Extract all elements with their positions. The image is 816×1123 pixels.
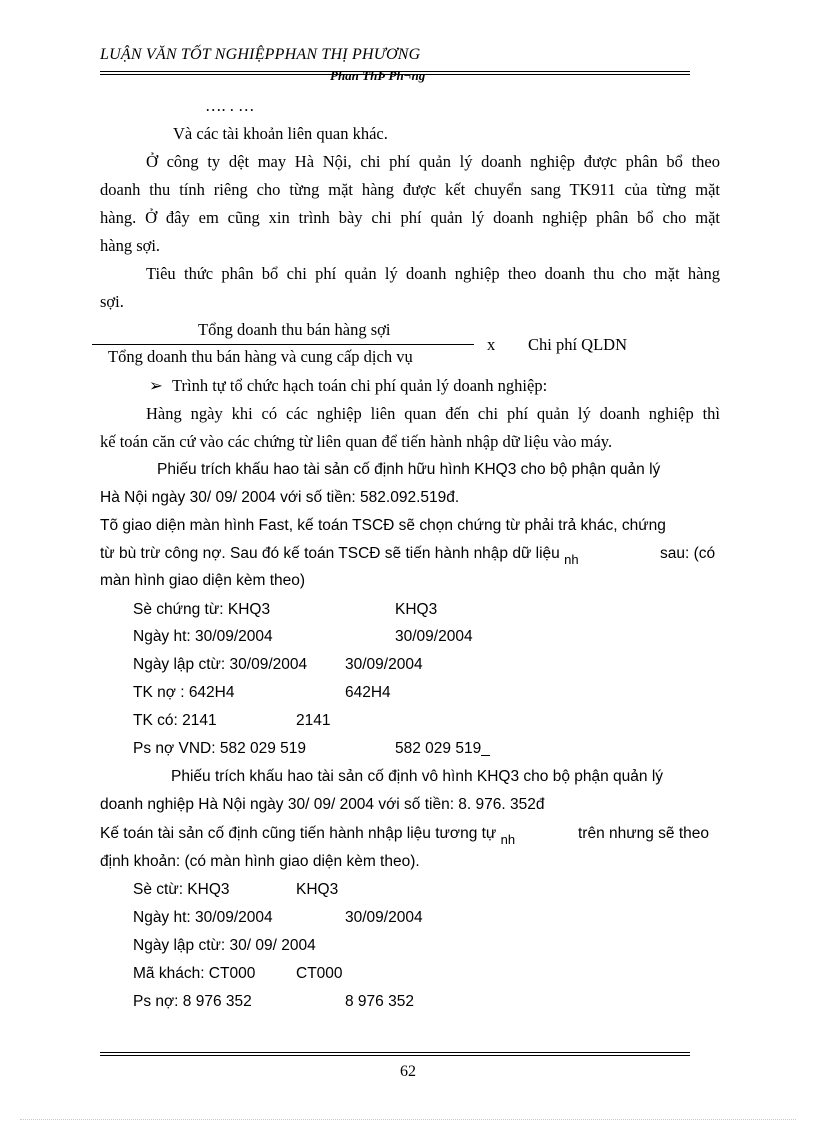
bullet-heading: Trình tự tổ chức hạch toán chi phí quản lý doanh nghiệp:	[172, 376, 548, 395]
paragraph-3-line-1: Tiêu thức phân bổ chi phí quản lý doanh nghiệp theo doanh thu cho mặt hàng	[146, 264, 720, 283]
paragraph-6-line-2-text: từ bù trừ công nợ. Sau đó kế toán TSCĐ sẽ tiến hành nhập dữ liệu	[100, 545, 560, 562]
entry1-label-4: TK có: 2141	[133, 712, 217, 729]
entry1-label-3: TK nợ : 642H4	[133, 684, 235, 701]
entry1-value-4: 2141	[296, 712, 331, 729]
paragraph-4-line-2: kế toán căn cứ vào các chứng từ liên quan để tiến hành nhập dữ liệu vào máy.	[100, 432, 613, 451]
entry1-label-0: Sè chứng từ: KHQ3	[133, 601, 271, 618]
entry1-value-2: 30/09/2004	[345, 656, 423, 673]
entry1-value-3: 642H4	[345, 684, 391, 701]
entry2-label-1: Ngày ht: 30/09/2004	[133, 909, 273, 926]
paragraph-8-line-1-end: trên nhưng sẽ theo	[578, 825, 710, 842]
paragraph-1: Và các tài khoản liên quan khác.	[173, 124, 388, 143]
ellipsis-line: …. . …	[205, 96, 255, 115]
paragraph-5-line-1: Phiếu trích khấu hao tài sản cố định hữu hình KHQ3 cho bộ phận quản lý	[157, 461, 661, 478]
paragraph-6-line-1: Tõ giao diện màn hình Fast, kế toán TSCĐ sẽ chọn chứng từ phải trả khác, chứng	[100, 517, 666, 534]
paragraph-8-line-1	[100, 825, 516, 847]
paragraph-8-line-1-text: Kế toán tài sản cố định cũng tiến hành nhập liệu tương tự	[100, 825, 497, 842]
paragraph-7-line-2: doanh nghiệp Hà Nội ngày 30/ 09/ 2004 với số tiền: 8. 976. 352đ	[100, 796, 545, 813]
paragraph-2-line-2: doanh thu tính riêng cho từng mặt hàng được kết chuyển sang TK911 của từng mặt	[100, 180, 720, 199]
header-title: LUẬN VĂN TỐT NGHIỆPPHAN THỊ PHƯƠNG	[100, 46, 421, 63]
footer-rule-bottom	[100, 1055, 690, 1056]
paragraph-6-nh: nh	[564, 552, 579, 567]
entry2-label-4: Ps nợ: 8 976 352	[133, 993, 252, 1010]
paragraph-8-nh: nh	[500, 832, 516, 847]
paragraph-6-line-3: màn hình giao diện kèm theo)	[100, 572, 306, 589]
entry1-value-1: 30/09/2004	[395, 628, 473, 645]
paragraph-7-line-1: Phiếu trích khấu hao tài sản cố định vô hình KHQ3 cho bộ phận quản lý	[171, 768, 664, 785]
formula-numerator: Tổng doanh thu bán hàng sợi	[198, 320, 391, 339]
entry2-value-4: 8 976 352	[345, 993, 414, 1010]
header-subtitle: Phan ThÞ Ph¬ng	[330, 68, 426, 83]
bullet-arrow-icon: ➢	[149, 376, 163, 395]
footer-rule-top	[100, 1052, 690, 1053]
paragraph-2-line-4: hàng sợi.	[100, 236, 161, 255]
page-bottom-edge	[20, 1119, 796, 1120]
entry1-label-1: Ngày ht: 30/09/2004	[133, 628, 273, 645]
entry1-label-5: Ps nợ VND: 582 029 519	[133, 740, 307, 757]
formula-times: x	[487, 335, 496, 354]
entry2-label-3: Mã khách: CT000	[133, 965, 256, 982]
entry1-value-0: KHQ3	[395, 601, 438, 618]
entry1-label-2: Ngày lập ctừ: 30/09/2004	[133, 656, 308, 673]
paragraph-3-line-2: sợi.	[100, 292, 124, 311]
paragraph-5-line-2: Hà Nội ngày 30/ 09/ 2004 với số tiền: 582.092.519đ.	[100, 489, 460, 506]
entry2-value-3: CT000	[296, 965, 343, 982]
entry2-value-0: KHQ3	[296, 881, 339, 898]
paragraph-8-line-2: định khoản: (có màn hình giao diện kèm theo).	[100, 853, 420, 870]
entry2-label-0: Sè ctừ: KHQ3	[133, 881, 230, 898]
entry2-label-2: Ngày lập ctừ: 30/ 09/ 2004	[133, 937, 316, 954]
formula-denominator: Tổng doanh thu bán hàng và cung cấp dịch vụ	[108, 347, 413, 366]
paragraph-2-line-3: hàng. Ở đây em cũng xin trình bày chi phí quản lý doanh nghiệp phân bổ cho mặt	[100, 208, 720, 227]
paragraph-2-line-1: Ở công ty dệt may Hà Nội, chi phí quản lý doanh nghiệp được phân bổ theo	[146, 152, 720, 171]
entry2-value-1: 30/09/2004	[345, 909, 423, 926]
paragraph-6-after: sau: (có	[660, 545, 716, 562]
page-number: 62	[400, 1063, 416, 1080]
paragraph-6-line-2	[100, 545, 579, 567]
formula-fraction-bar	[92, 344, 474, 345]
paragraph-4-line-1: Hàng ngày khi có các nghiệp liên quan đến chi phí quản lý doanh nghiệp thì	[146, 404, 720, 423]
formula-factor: Chi phí QLDN	[528, 335, 627, 354]
entry1-value-5: 582 029 519_	[395, 740, 490, 757]
